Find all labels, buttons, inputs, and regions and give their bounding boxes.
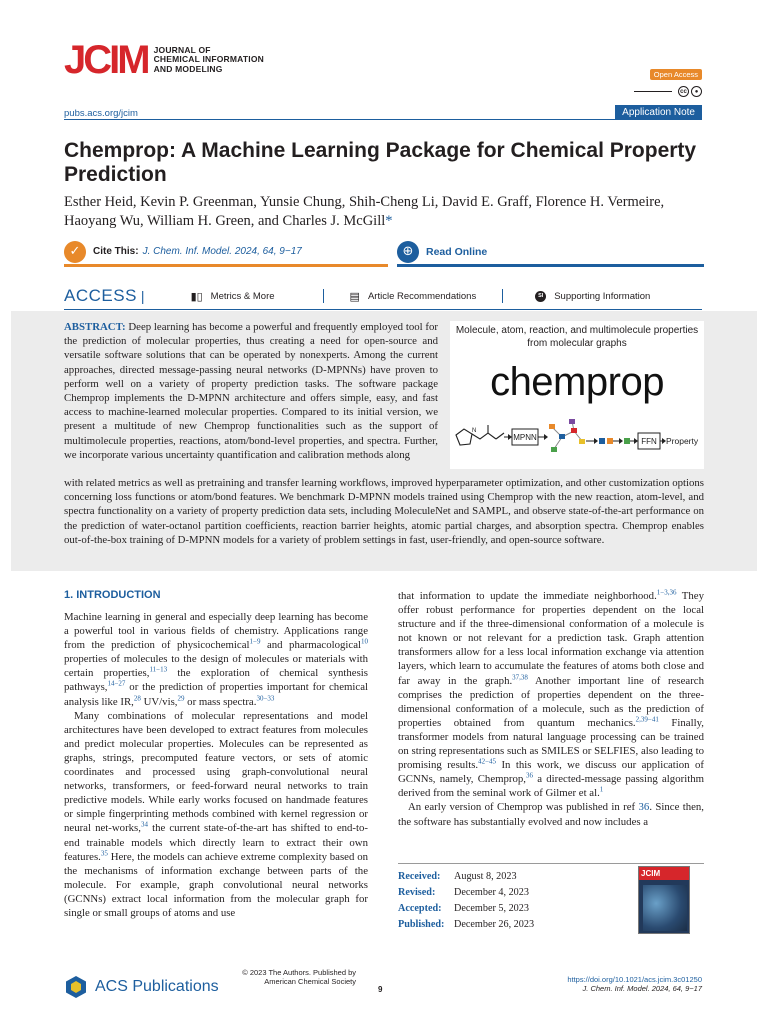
date-row bbox=[398, 885, 534, 901]
citation-superscript[interactable]: 14−27 bbox=[107, 679, 126, 688]
journal-name bbox=[154, 46, 264, 75]
journal-name-line: CHEMICAL INFORMATION bbox=[153, 54, 264, 65]
journal-name-line: AND MODELING bbox=[153, 63, 223, 74]
text-span: Machine learning in general and especially deep learning has become a powerful tool in various fields of chemistry. Applications range from the prediction of physicochemical bbox=[64, 611, 368, 652]
ffn-box-label: FFN bbox=[641, 437, 657, 446]
ref-link[interactable]: 36 bbox=[638, 801, 650, 814]
journal-url-link[interactable]: pubs.acs.org/jcim bbox=[64, 108, 138, 119]
checkmark-icon: ✓ bbox=[64, 241, 86, 263]
citation-link[interactable]: J. Chem. Inf. Model. 2024, 64, 9−17 bbox=[142, 246, 302, 257]
si-icon: SI bbox=[535, 291, 546, 302]
left-column bbox=[64, 589, 368, 920]
footer-citation bbox=[567, 984, 702, 993]
abstract-body: Deep learning has become a powerful and frequently employed tool for the prediction of molecular properties, thus creating a need for open-source and versatile software solutions that can be operated by nonexperts. Among the current approaches, directed message-passing neural networks (D-MPNNs) have proven to perform well on a variety of property prediction tasks. The software package Chemprop implements the D-MPNN architecture and offers simple, easy, and fast access to machine-learned molecular properties. Compared to its initial version, we present a multitude of new Chemprop functionalities such as the support of multimolecule properties, reactions, atom/bond-level properties, and spectra. Further, we incorporate various uncertainty quantification and calibration methods along bbox=[64, 321, 438, 461]
date-label: Revised: bbox=[398, 887, 436, 898]
intro-paragraph-3 bbox=[398, 589, 704, 800]
page-number: 9 bbox=[378, 985, 383, 994]
corresponding-author-mark[interactable]: * bbox=[385, 213, 393, 229]
citation-superscript[interactable]: 10 bbox=[361, 637, 369, 646]
history-dates bbox=[398, 863, 704, 935]
cover-image bbox=[643, 885, 687, 931]
text-span: An early version of Chemprop was published in ref bbox=[408, 801, 639, 814]
text-span: or mass spectra. bbox=[184, 695, 257, 708]
pipeline-diagram bbox=[450, 417, 704, 461]
text-span: the current state-of-the-art has shifted to end-to-end trainable models which directly learn to extract their own features. bbox=[64, 822, 368, 863]
access-label: ACCESS bbox=[64, 286, 137, 305]
citation-superscript[interactable]: 2,39−41 bbox=[635, 715, 659, 724]
globe-icon: ⊕ bbox=[397, 241, 419, 263]
journal-logo[interactable] bbox=[64, 40, 264, 80]
license-icons[interactable] bbox=[634, 86, 702, 97]
date-value: August 8, 2023 bbox=[454, 871, 517, 882]
text-span: Another important line of research comprises the prediction of properties dependent on the three-dimensional conformation of a molecule, such as the prediction of properties obtained from quantum mechanics. bbox=[398, 674, 704, 729]
access-divider: | bbox=[140, 288, 145, 304]
svg-text:N: N bbox=[472, 428, 477, 434]
dates-list bbox=[398, 869, 534, 933]
citation-superscript[interactable]: 1−3,36 bbox=[656, 588, 677, 597]
molecule-sketch-icon bbox=[456, 425, 504, 445]
right-column bbox=[398, 589, 704, 829]
bar-chart-icon: ▮▯ bbox=[190, 289, 203, 303]
recommendations-link[interactable] bbox=[350, 290, 477, 303]
citation-superscript[interactable]: 1 bbox=[599, 785, 604, 794]
read-online-bar[interactable] bbox=[397, 239, 704, 267]
footer-citation-text: J. Chem. Inf. Model. 2024, 64, 9−17 bbox=[582, 984, 702, 993]
acs-hexagon-icon bbox=[64, 975, 88, 999]
article-list-icon: ▤ bbox=[349, 289, 360, 303]
abstract-label: ABSTRACT: bbox=[64, 321, 126, 333]
citation-superscript[interactable]: 42−45 bbox=[478, 757, 497, 766]
section-heading: 1. INTRODUCTION bbox=[64, 589, 161, 601]
metrics-link[interactable] bbox=[191, 290, 275, 303]
author-list bbox=[64, 193, 704, 231]
text-span: Finally, transformer models from natural language processing can be trained on string representations such as SMILES or SELFIES, also leading to promising results. bbox=[398, 716, 704, 772]
property-output-label: Property bbox=[666, 436, 699, 446]
copyright-line: American Chemical Society bbox=[264, 977, 356, 986]
access-rule bbox=[64, 309, 702, 310]
citation-superscript[interactable]: 37,38 bbox=[512, 672, 528, 681]
date-label: Published: bbox=[398, 919, 445, 930]
date-label: Received: bbox=[398, 871, 441, 882]
cite-label: Cite This: bbox=[93, 246, 139, 257]
text-span: Here, the models can achieve extreme complexity based on the mechanisms of information exchange between parts of the molecule. For example, graph convolutional neural networks (GCNNs) extract local information from the molecular graph for single or small groups of atoms and use bbox=[64, 850, 368, 919]
acs-publications-logo[interactable] bbox=[64, 975, 219, 999]
text-span: . Since then, the software has substantially evolved and now includes a bbox=[398, 801, 705, 828]
date-row bbox=[398, 901, 534, 917]
cover-header: JCIM bbox=[639, 867, 689, 880]
recommendations-label: Article Recommendations bbox=[367, 290, 477, 302]
header-rule bbox=[64, 119, 702, 120]
authors-text: Esther Heid, Kevin P. Greenman, Yunsie Chung, Shih-Cheng Li, David E. Graff, Florence H. Vermeire, Haoyang Wu, William H. Green, and Charles J. McGill bbox=[64, 194, 665, 229]
toc-graphic bbox=[450, 321, 704, 469]
text-span: Many combinations of molecular representations and model architectures have been developed to extract features from molecules and predict molecular properties. Molecules can be represented as graphs, strings, precomputed feature vectors, or sets of atomic coordinates and processed using graph-convolutional neural networks, transformers, or feed-forward neural networks to train predictive models. While early works focused on handmade features or simple fingerprinting methods combined with kernel regression or neural net-works, bbox=[64, 709, 368, 835]
intro-paragraph-4 bbox=[398, 800, 704, 828]
article-title: Chemprop: A Machine Learning Package for Chemical Property Prediction bbox=[64, 139, 697, 186]
date-value: December 26, 2023 bbox=[454, 919, 535, 930]
date-value: December 5, 2023 bbox=[454, 903, 529, 914]
text-span: a directed-message passing algorithm derived from the seminal work of Gilmer et al. bbox=[398, 773, 704, 800]
journal-cover-thumbnail[interactable] bbox=[638, 866, 690, 934]
article-type-badge: Application Note bbox=[615, 105, 702, 120]
abstract-text-continued: with related metrics as well as pretraining and transfer learning workflows, improved hyperparameter optimization, and other customization options concerning loss functions or atom/bond features. We benchmark D-MPNN models trained using Chemprop with the new reaction, atom-level, and spectra functionality on a variety of property prediction data sets, including MoleculeNet and SAMPL, and observe state-of-the-art performance on the prediction of water-octanol partition coefficients, reaction barrier heights, atomic partial charges, and absorption spectra. Chemprop enables out-of-the-box training of D-MPNN models for a variety of problem settings in fast, user-friendly, and open-source software. bbox=[64, 477, 704, 546]
open-access-badge[interactable]: Open Access bbox=[650, 69, 702, 80]
date-value: December 4, 2023 bbox=[454, 887, 529, 898]
citation-superscript[interactable]: 30−33 bbox=[256, 693, 275, 702]
copyright-line: © 2023 The Authors. Published by bbox=[242, 968, 356, 977]
citation-superscript[interactable]: 29 bbox=[177, 693, 185, 702]
arrow-head bbox=[508, 434, 512, 440]
mpnn-box-label: MPNN bbox=[513, 433, 537, 442]
citation-superscript[interactable]: 11−13 bbox=[149, 665, 168, 674]
license-rule bbox=[634, 91, 672, 92]
publisher-name: ACS Publications bbox=[95, 978, 219, 995]
citation-superscript[interactable]: 34 bbox=[140, 820, 148, 829]
abstract-text bbox=[64, 320, 438, 462]
chemprop-logo: chemprop bbox=[490, 360, 664, 404]
supporting-info-link[interactable] bbox=[535, 291, 650, 302]
text-span: They offer robust performance for properties dependent on the local structure and if the three-dimensional conformation of a molecule is not known or not relevant for a prediction task. Graph attention transformers allow for a less local information exchange via attention layers, which learn to accumulate the features of atoms both close and far away in the graph. bbox=[398, 590, 704, 687]
date-row bbox=[398, 869, 534, 885]
copyright-notice bbox=[220, 968, 356, 986]
citation-superscript[interactable]: 28 bbox=[133, 693, 141, 702]
metrics-label: Metrics & More bbox=[210, 290, 275, 302]
text-span: that information to update the immediate neighborhood. bbox=[398, 590, 657, 602]
supporting-label: Supporting Information bbox=[554, 290, 651, 302]
cc-icon: cc bbox=[678, 86, 689, 97]
text-span: the exploration of chemical synthesis pathways, bbox=[64, 667, 368, 694]
by-icon: ● bbox=[691, 86, 702, 97]
toc-caption: Molecule, atom, reaction, and multimolecule properties from molecular graphs bbox=[455, 325, 699, 349]
access-bar bbox=[64, 286, 702, 306]
jcim-logo-mark: JCIM bbox=[64, 38, 148, 82]
text-span: or the prediction of properties important for chemical analysis like IR, bbox=[64, 681, 368, 708]
text-span: In this work, we discuss our application of GCNNs, namely, Chemprop, bbox=[398, 759, 704, 786]
text-span: properties of molecules to the design of molecules or materials with certain properties, bbox=[64, 653, 368, 680]
journal-name-line: JOURNAL OF bbox=[153, 44, 211, 55]
read-online-link[interactable]: Read Online bbox=[426, 245, 488, 258]
citation-superscript[interactable]: 36 bbox=[526, 771, 533, 780]
doi-block bbox=[567, 975, 702, 993]
text-span: and pharmacological bbox=[260, 639, 362, 652]
citation-superscript[interactable]: 1−9 bbox=[249, 637, 261, 646]
access-separator bbox=[323, 289, 324, 303]
intro-paragraph-1 bbox=[64, 610, 368, 709]
date-row bbox=[398, 917, 534, 933]
graph-network-icon bbox=[549, 419, 585, 452]
cite-this-bar[interactable] bbox=[64, 239, 388, 267]
access-separator bbox=[502, 289, 503, 303]
text-span: UV/vis, bbox=[140, 695, 178, 708]
citation-superscript[interactable]: 35 bbox=[100, 849, 108, 857]
intro-paragraph-2 bbox=[64, 709, 368, 920]
doi-link[interactable]: https://doi.org/10.1021/acs.jcim.3c01250 bbox=[567, 975, 702, 984]
date-label: Accepted: bbox=[398, 903, 442, 914]
